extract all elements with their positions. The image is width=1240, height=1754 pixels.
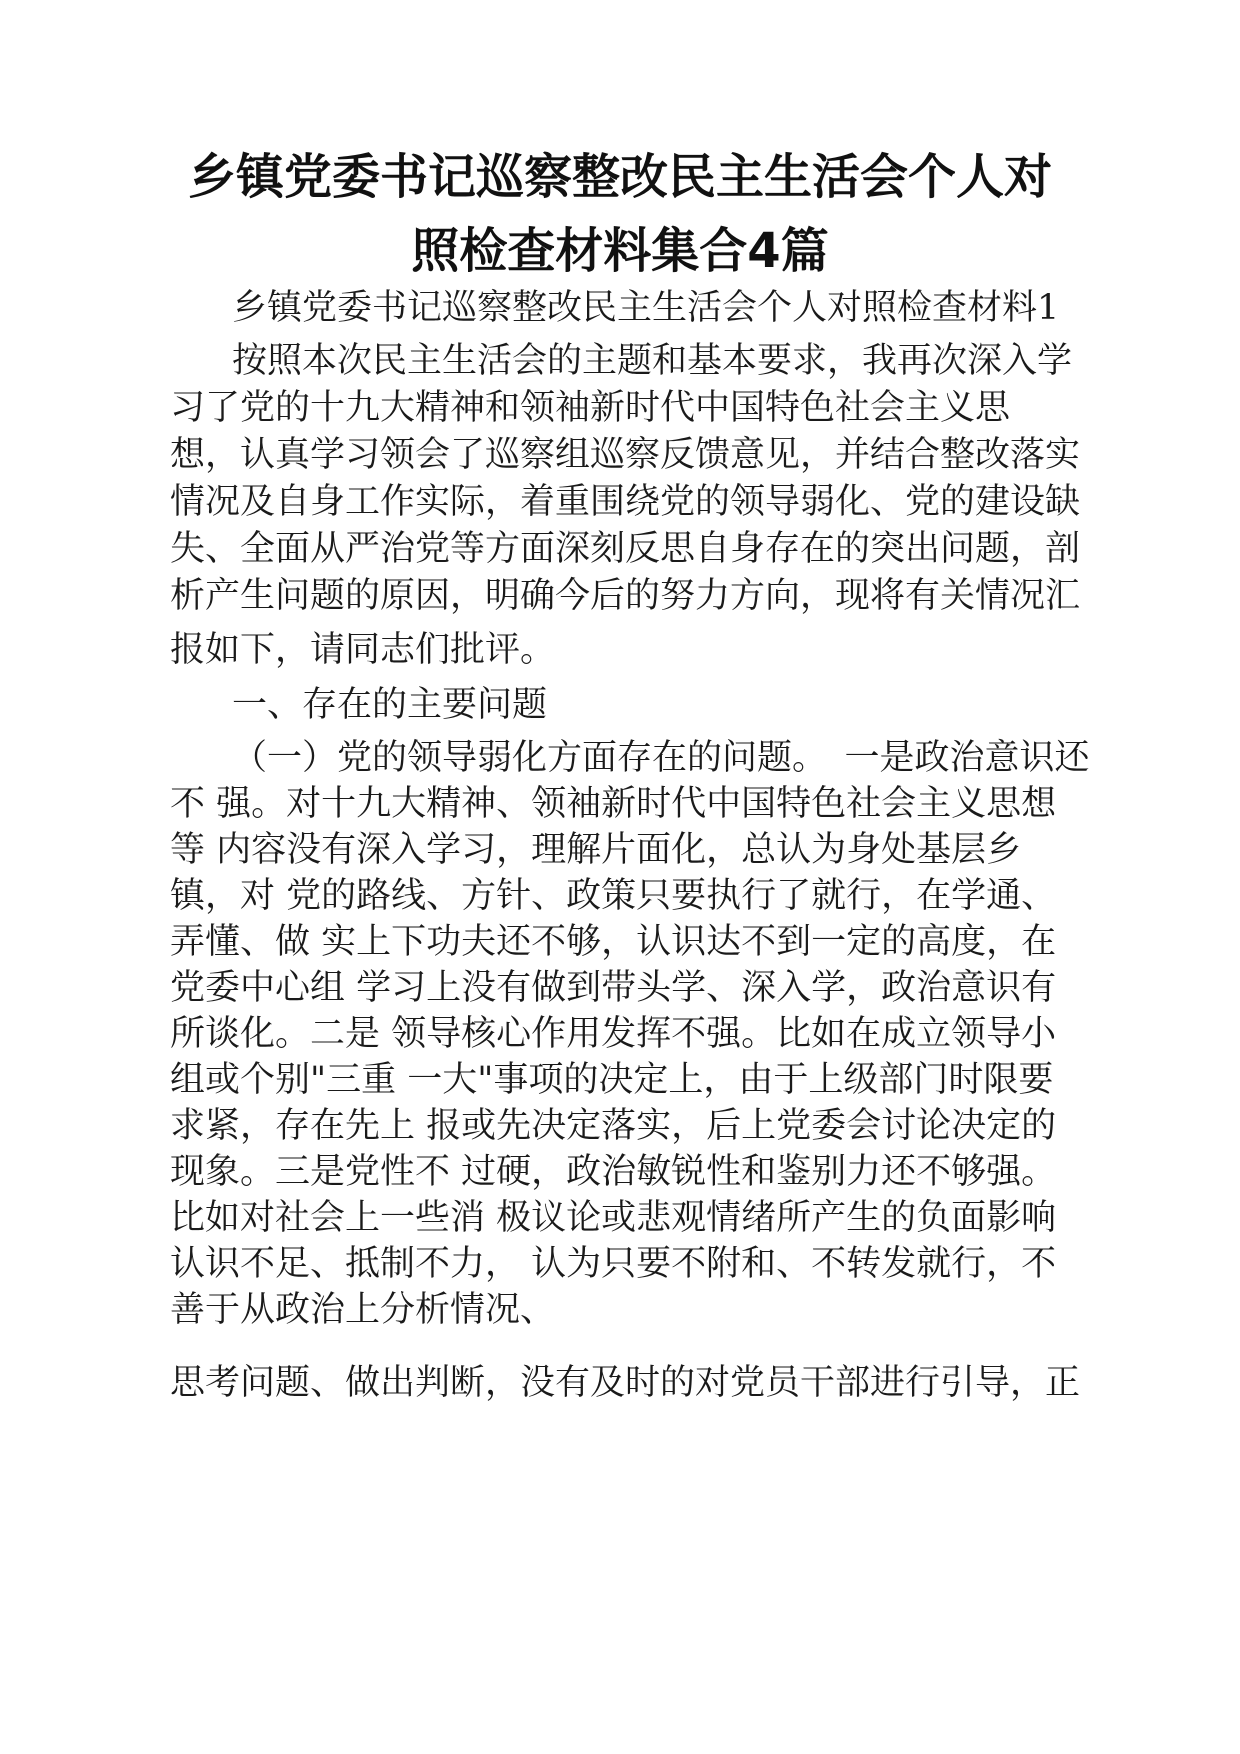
intro-line: 想，认真学习领会了巡察组巡察反馈意见，并结合整改落实 xyxy=(170,435,1081,475)
body-line: 组或个别"三重 一大"事项的决定上，由于上级部门时限要 xyxy=(170,1060,1054,1100)
intro-line: 习了党的十九大精神和领袖新时代中国特色社会主义思 xyxy=(170,388,1011,428)
document-title-line-1: 乡镇党委书记巡察整改民主生活会个人对 xyxy=(187,149,1052,205)
document-title-line-2: 照检查材料集合4篇 xyxy=(411,223,829,279)
body-line: 镇，对 党的路线、方针、政策只要执行了就行，在学通、 xyxy=(170,876,1057,916)
intro-line: 析产生问题的原因，明确今后的努力方向，现将有关情况汇 xyxy=(170,576,1081,616)
intro-line: 报如下，请同志们批评。 xyxy=(170,630,556,670)
body-line: （一）党的领导弱化方面存在的问题。 一是政治意识还 xyxy=(232,738,1090,778)
intro-line: 失、全面从严治党等方面深刻反思自身存在的突出问题，剖 xyxy=(170,529,1081,569)
body-line: 求紧，存在先上 报或先决定落实，后上党委会讨论决定的 xyxy=(170,1106,1057,1146)
document-subtitle: 乡镇党委书记巡察整改民主生活会个人对照检查材料1 xyxy=(232,288,1060,328)
body-line: 不 强。对十九大精神、领袖新时代中国特色社会主义思想 xyxy=(170,784,1057,824)
body-line: 所谈化。二是 领导核心作用发挥不强。比如在成立领导小 xyxy=(170,1014,1057,1054)
continuation-line: 思考问题、做出判断，没有及时的对党员干部进行引导，正 xyxy=(170,1363,1081,1403)
intro-line: 情况及自身工作实际，着重围绕党的领导弱化、党的建设缺 xyxy=(170,482,1081,522)
body-line: 现象。三是党性不 过硬，政治敏锐性和鉴别力还不够强。 xyxy=(170,1152,1057,1192)
section-heading: 一、存在的主要问题 xyxy=(232,685,548,725)
body-line: 认识不足、抵制不力， 认为只要不附和、不转发就行，不 xyxy=(170,1244,1057,1284)
body-line: 等 内容没有深入学习，理解片面化，总认为身处基层乡 xyxy=(170,830,1022,870)
body-line: 弄懂、做 实上下功夫还不够，认识达不到一定的高度，在 xyxy=(170,922,1057,962)
body-line: 善于从政治上分析情况、 xyxy=(170,1290,556,1330)
body-line: 比如对社会上一些消 极议论或悲观情绪所产生的负面影响 xyxy=(170,1198,1057,1238)
intro-line: 按照本次民主生活会的主题和基本要求，我再次深入学 xyxy=(232,341,1073,381)
body-line: 党委中心组 学习上没有做到带头学、深入学，政治意识有 xyxy=(170,968,1057,1008)
